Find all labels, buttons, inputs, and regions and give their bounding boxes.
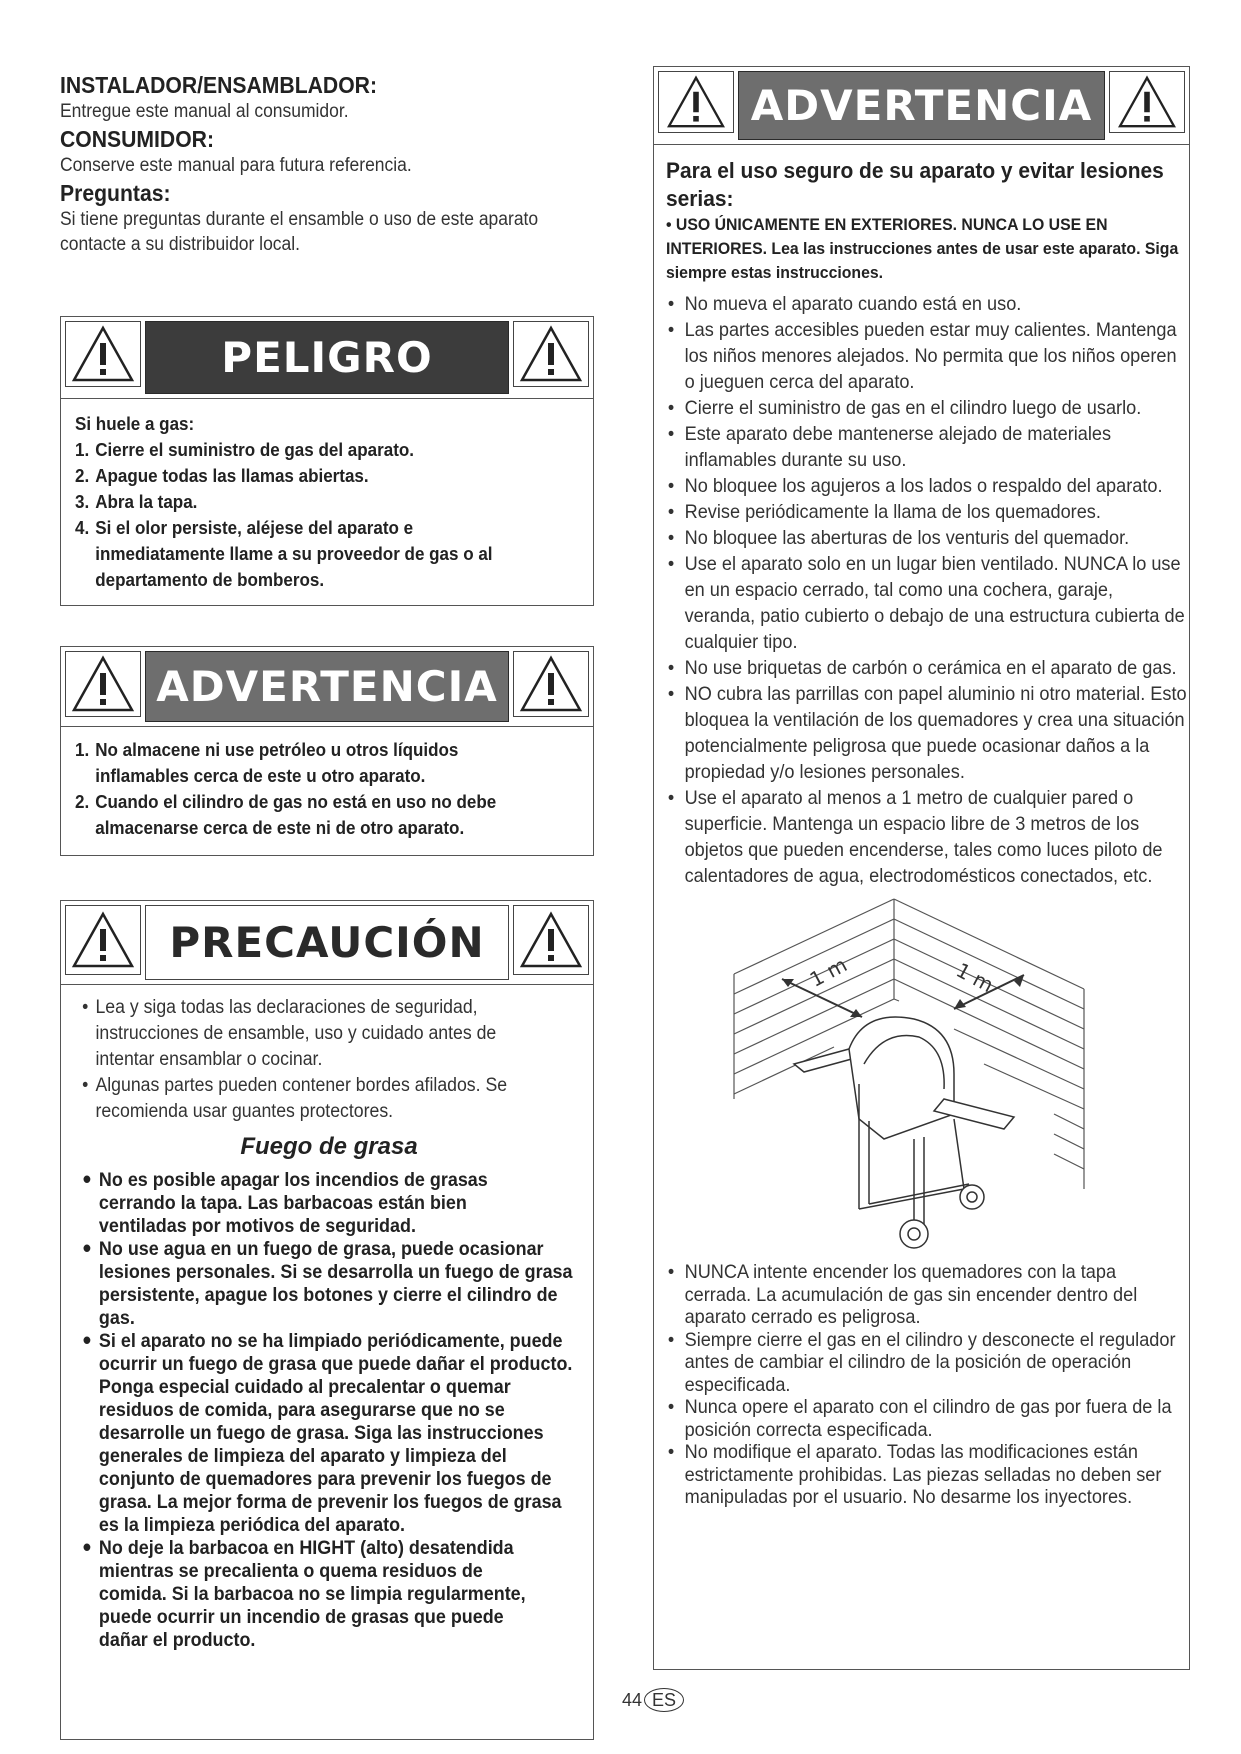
- intro-section: [60, 72, 594, 257]
- warning-title-box: [145, 651, 509, 722]
- warning-triangle-icon: [65, 321, 141, 387]
- installer-text: Entregue este manual al consumidor.: [60, 101, 349, 122]
- grease-fire-heading: Fuego de grasa: [240, 1133, 418, 1160]
- grill-diagram: [654, 889, 1191, 1269]
- warning-triangle-icon: [513, 321, 589, 387]
- warning-triangle-icon: [513, 905, 589, 975]
- list-item: • Cierre el suministro de gas en el cilindro luego de usarlo.: [667, 397, 1142, 419]
- page-number-value: 44: [622, 1689, 643, 1710]
- list-item: 1. Cierre el suministro de gas del aparato.: [75, 439, 415, 460]
- danger-title: PELIGRO: [221, 333, 433, 382]
- list-item: • Si el aparato no se ha limpiado periódicamente, puede ocurrir un fuego de grasa que puede dañar el producto. Ponga especial cuidado al precalentar o quemar residuos de comida, para asegurarse que no se desarrolle un fuego de grasa. Siga las instrucciones generales de limpieza del aparato y limpieza del conjunto de quemadores para prevenir los fuegos de grasa. La mejor forma de prevenir los fuegos de grasa es la limpieza periódica del aparato.: [82, 1325, 573, 1536]
- warning-triangle-icon: [65, 905, 141, 975]
- questions-heading: Preguntas:: [60, 180, 171, 206]
- danger-box: [60, 316, 594, 606]
- warning-banner-right: [654, 67, 1189, 145]
- list-item: • No bloquee los agujeros a los lados o respaldo del aparato.: [667, 475, 1163, 497]
- list-item: • Lea y siga todas las declaraciones de seguridad, instrucciones de ensamble, uso y cuidado antes de intentar ensamblar o cocinar.: [82, 997, 497, 1070]
- list-item: • Use el aparato solo en un lugar bien ventilado. NUNCA lo use en un espacio cerrado, tal como una cochera, garaje, veranda, patio cubierto o debajo de una estructura cubierta de cualquier tipo.: [667, 553, 1185, 653]
- safety-list: [666, 291, 1187, 889]
- right-body: [654, 147, 1191, 1509]
- warning-triangle-icon: [658, 71, 734, 133]
- installer-heading: INSTALADOR/ENSAMBLADOR:: [60, 72, 377, 98]
- list-item: • NO cubra las parrillas con papel aluminio ni otro material. Esto bloquea la ventilación de los quemadores y crea una situación potencialmente peligrosa que puede ocasionar daños a la propiedad y/o lesiones personales.: [667, 683, 1187, 783]
- danger-body: [61, 399, 593, 605]
- warning-box-left: [60, 646, 594, 856]
- caution-title-box: [145, 905, 509, 980]
- list-item: • No bloquee las aberturas de los venturis del quemador.: [667, 527, 1130, 549]
- list-item: • Nunca opere el aparato con el cilindro de gas por fuera de la posición correcta especificada.: [667, 1396, 1172, 1441]
- safety-list-2: [666, 1261, 1187, 1509]
- warning-body-left: [61, 727, 593, 855]
- right-column: [653, 66, 1190, 1670]
- warning-triangle-icon: [65, 651, 141, 717]
- list-item: • Siempre cierre el gas en el cilindro y desconecte el regulador antes de cambiar el cilindro de la posición de operación especificada.: [667, 1328, 1176, 1396]
- warning-title-right: ADVERTENCIA: [750, 81, 1093, 130]
- clearance-label-right: 1 m: [952, 957, 998, 998]
- list-item: • No use briquetas de carbón o cerámica en el aparato de gas.: [667, 657, 1177, 679]
- outdoor-only-notice: • USO ÚNICAMENTE EN EXTERIORES. NUNCA LO USE EN INTERIORES. Lea las instrucciones antes de usar este aparato. Siga siempre estas instrucciones.: [666, 215, 1179, 282]
- caution-box: [60, 900, 594, 1740]
- caution-body: [61, 985, 593, 1652]
- list-item: 2. Cuando el cilindro de gas no está en uso no debe almacenarse cerca de este ni de otro aparato.: [75, 791, 497, 838]
- warning-title-box-right: [738, 71, 1105, 140]
- list-item: • No modifique el aparato. Todas las modificaciones están estrictamente prohibidas. Las piezas selladas no deben ser manipuladas por el usuario. No desarme los inyectores.: [667, 1441, 1162, 1508]
- list-item: • No mueva el aparato cuando está en uso.: [667, 293, 1022, 315]
- list-item: 3. Abra la tapa.: [75, 491, 198, 512]
- list-item: • No deje la barbacoa en HIGHT (alto) desatendida mientras se precalienta o quema residuos de comida. Si la barbacoa no se limpia regularmente, puede ocurrir un incendio de grasas que puede dañar el producto.: [82, 1532, 526, 1651]
- page-number: [622, 1688, 684, 1712]
- list-item: • Use el aparato al menos a 1 metro de cualquier pared o superficie. Mantenga un espacio libre de 3 metros de los objetos que pueden encenderse, tales como luces piloto de calentadores de agua, electrodomésticos conectados, etc.: [667, 787, 1163, 887]
- list-item: • No es posible apagar los incendios de grasas cerrando la tapa. Las barbacoas están bien ventiladas por motivos de seguridad.: [82, 1164, 488, 1237]
- list-item: 2. Apague todas las llamas abiertas.: [75, 465, 369, 486]
- questions-text: Si tiene preguntas durante el ensamble o uso de este aparato contacte a su distribuidor local.: [60, 209, 539, 255]
- clearance-label-left: 1 m: [805, 952, 851, 992]
- list-item: 4. Si el olor persiste, aléjese del aparato e inmediatamente llame a su proveedor de gas o al departamento de bomberos.: [75, 517, 493, 590]
- consumer-heading: CONSUMIDOR:: [60, 126, 214, 152]
- caution-title: PRECAUCIÓN: [169, 918, 485, 967]
- list-item: • NUNCA intente encender los quemadores con la tapa cerrada. La acumulación de gas sin encender dentro del aparato cerrado es peligrosa.: [667, 1261, 1138, 1328]
- language-badge: ES: [644, 1688, 684, 1712]
- list-item: • Este aparato debe mantenerse alejado de materiales inflamables durante su uso.: [667, 423, 1112, 471]
- consumer-text: Conserve este manual para futura referencia.: [60, 155, 412, 176]
- danger-lead: Si huele a gas:: [75, 413, 195, 434]
- danger-title-box: [145, 321, 509, 394]
- list-item: • Revise periódicamente la llama de los quemadores.: [667, 501, 1101, 523]
- list-item: 1. No almacene ni use petróleo u otros líquidos inflamables cerca de este u otro aparato.: [75, 739, 459, 786]
- grill-clearance-illustration: [654, 889, 1191, 1269]
- left-column: [60, 72, 594, 1651]
- safety-heading: Para el uso seguro de su aparato y evitar lesiones serias:: [666, 158, 1164, 211]
- danger-banner: [61, 317, 593, 399]
- warning-banner-left: [61, 647, 593, 727]
- list-item: • Las partes accesibles pueden estar muy calientes. Mantenga los niños menores alejados. No permita que los niños operen o jueguen cerca del aparato.: [667, 319, 1177, 393]
- warning-title-left: ADVERTENCIA: [156, 662, 498, 711]
- caution-banner: [61, 901, 593, 985]
- list-item: • Algunas partes pueden contener bordes afilados. Se recomienda usar guantes protectores.: [82, 1075, 508, 1122]
- list-item: • No use agua en un fuego de grasa, puede ocasionar lesiones personales. Si se desarrolla un fuego de grasa persistente, apague los botones y cierre el cilindro de gas.: [82, 1233, 573, 1329]
- warning-triangle-icon: [1109, 71, 1185, 133]
- warning-triangle-icon: [513, 651, 589, 717]
